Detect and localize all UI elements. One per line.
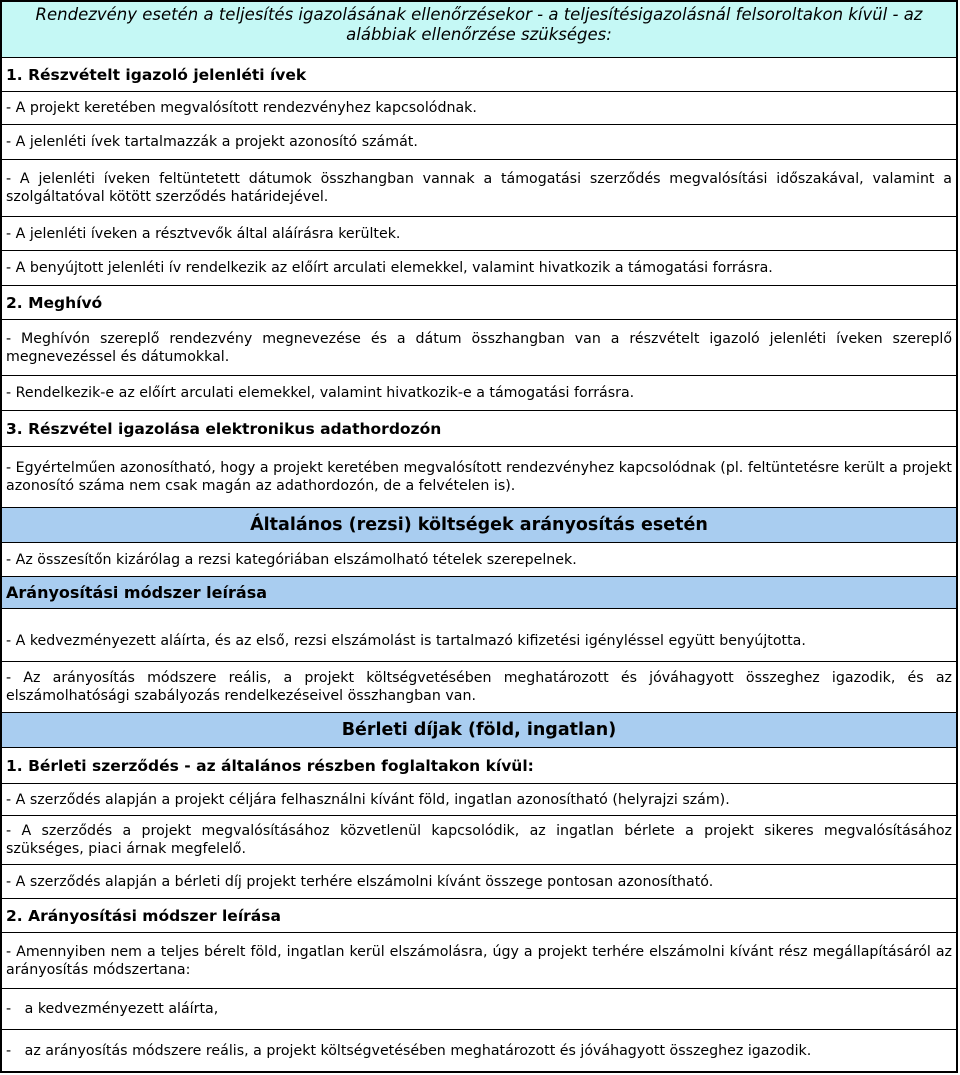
rent-sub1-item [0, 783, 958, 816]
overhead-method-item-text: - Az arányosítás módszere reális, a projekt költségvetésében meghatározott és jóváhagyott összeghez igazodik, és az elszámolhatósági szabályozás rendelkezéseivel összhangban van. [6, 670, 952, 704]
overhead-item [0, 542, 958, 577]
overhead-method-item [0, 608, 958, 662]
section-2-item [0, 319, 958, 376]
rent-sub1-heading [0, 747, 958, 784]
rent-sub1-item-text: - A szerződés a projekt megvalósításához közvetlenül kapcsolódik, az ingatlan bérlete a projekt sikeres megvalósításához szükséges, piaci árnak megfelelő. [6, 823, 952, 857]
overhead-method-item-text: - A kedvezményezett aláírta, és az első, rezsi elszámolást is tartalmazó kifizetési igényléssel együtt benyújtotta. [6, 633, 806, 649]
overhead-heading [0, 507, 958, 543]
section-1-item [0, 250, 958, 286]
section-1-heading-text: 1. Részvételt igazoló jelenléti ívek [6, 65, 307, 84]
overhead-item-text: - Az összesítőn kizárólag a rezsi kategóriában elszámolható tételek szerepelnek. [6, 551, 577, 568]
section-3-item-text: - Egyértelműen azonosítható, hogy a projekt keretében megvalósított rendezvényhez kapcsolódnak (pl. feltüntetésre került a projekt azonosító száma nem csak magán az adathordozón, de a felvételen is). [6, 460, 952, 494]
section-1-item [0, 124, 958, 160]
rent-sub2-heading [0, 898, 958, 933]
overhead-method-heading-text: Arányosítási módszer leírása [6, 582, 268, 602]
overhead-method-heading [0, 576, 958, 609]
section-3-heading-text: 3. Részvétel igazolása elektronikus adathordozón [6, 419, 442, 438]
section-1-item [0, 159, 958, 217]
section-1-heading [0, 57, 958, 92]
section-1-item [0, 91, 958, 125]
section-2-item-text: - Rendelkezik-e az előírt arculati elemekkel, valamint hivatkozik-e a támogatási forrásra. [6, 385, 635, 401]
section-2-heading-text: 2. Meghívó [6, 293, 103, 312]
section-2-heading [0, 285, 958, 320]
rent-sub2-item-text: - a kedvezményezett aláírta, [6, 1001, 219, 1017]
section-1-item-text: - A benyújtott jelenléti ív rendelkezik az előírt arculati elemekkel, valamint hivatkozik a támogatási forrásra. [6, 260, 773, 276]
section-2-item-text: - Meghívón szereplő rendezvény megnevezése és a dátum összhangban van a részvételt igazoló jelenléti íveken szereplő megnevezéssel és dátumokkal. [6, 330, 952, 365]
section-1-item-text: - A jelenléti íveken feltüntetett dátumok összhangban vannak a támogatási szerződés megvalósítási időszakával, valamint a szolgáltatóval kötött szerződés határidejével. [6, 171, 952, 205]
section-1-item-text: - A projekt keretében megvalósított rendezvényhez kapcsolódnak. [6, 100, 477, 116]
rent-sub2-item [0, 932, 958, 989]
rent-sub1-item [0, 864, 958, 899]
rent-sub1-item-text: - A szerződés alapján a projekt céljára felhasználni kívánt föld, ingatlan azonosítható (helyrajzi szám). [6, 791, 730, 808]
section-3-item [0, 446, 958, 508]
rent-sub2-item [0, 1029, 958, 1073]
document-title-text: Rendezvény esetén a teljesítés igazolásának ellenőrzésekor - a teljesítésigazolásnál felsoroltakon kívül - az alábbiak ellenőrzése szükséges: [35, 5, 923, 44]
rent-sub1-item [0, 815, 958, 865]
rent-heading-text: Bérleti díjak (föld, ingatlan) [341, 720, 617, 740]
rent-sub2-heading-text: 2. Arányosítási módszer leírása [6, 906, 281, 925]
section-1-item [0, 216, 958, 251]
section-1-item-text: - A jelenléti íveken a résztvevők által aláírásra kerültek. [6, 225, 401, 242]
document-title [0, 0, 958, 58]
rent-sub2-item-text: - Amennyiben nem a teljes bérelt föld, ingatlan kerül elszámolásra, úgy a projekt terhére elszámolni kívánt rész megállapításáról az arányosítás módszertana: [6, 943, 952, 978]
rent-sub2-item [0, 988, 958, 1030]
rent-heading [0, 712, 958, 748]
rent-sub2-item-text: - az arányosítás módszere reális, a projekt költségvetésében meghatározott és jóváhagyott összeghez igazodik. [6, 1042, 812, 1059]
section-2-item [0, 375, 958, 411]
section-1-item-text: - A jelenléti ívek tartalmazzák a projekt azonosító számát. [6, 134, 418, 150]
overhead-method-item [0, 661, 958, 713]
rent-sub1-item-text: - A szerződés alapján a bérleti díj projekt terhére elszámolni kívánt összege pontosan azonosítható. [6, 873, 714, 890]
rent-sub1-heading-text: 1. Bérleti szerződés - az általános részben foglaltakon kívül: [6, 756, 534, 775]
section-3-heading [0, 410, 958, 447]
overhead-heading-text: Általános (rezsi) költségek arányosítás esetén [250, 515, 708, 535]
